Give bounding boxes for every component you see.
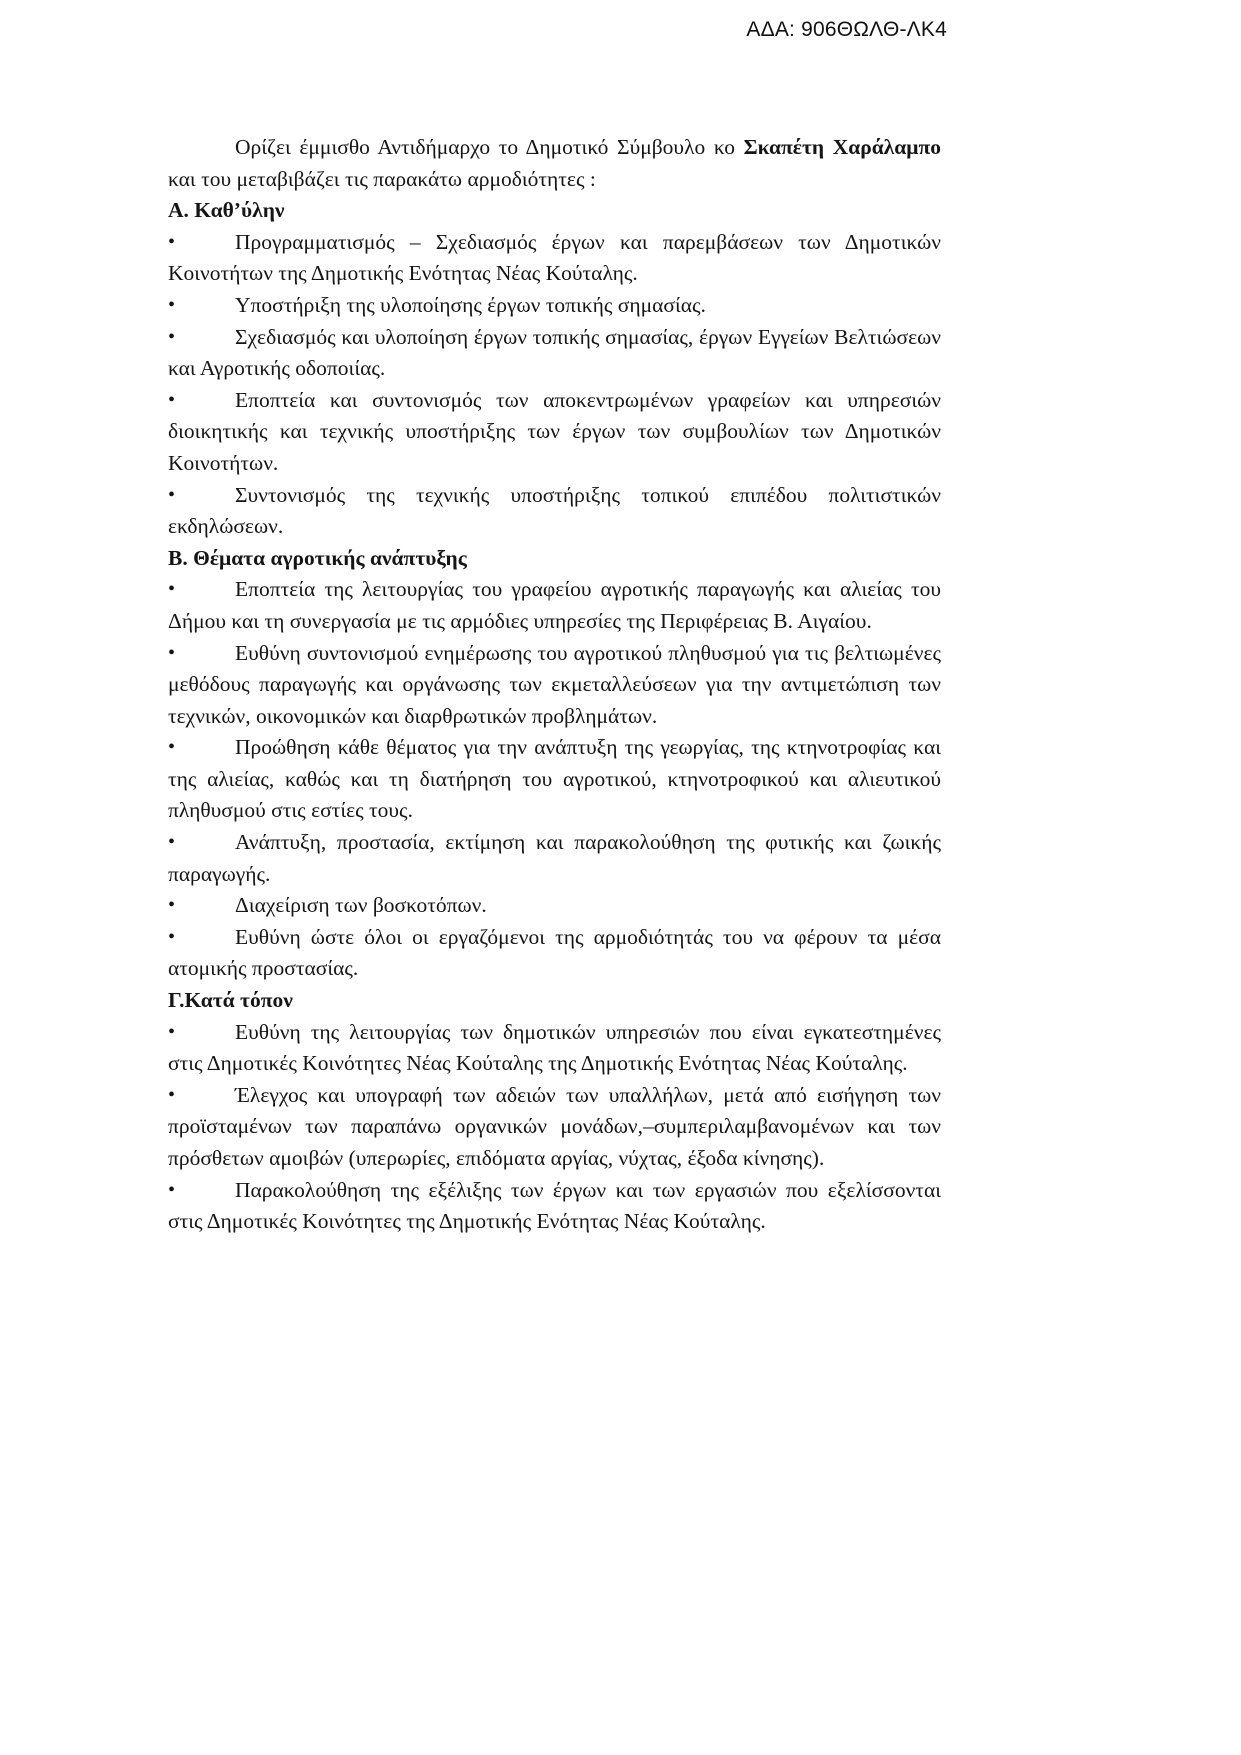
list-item-text: Προγραμματισμός – Σχεδιασμός έργων και παρεμβάσεων των Δημοτικών Κοινοτήτων της Δημοτικής Ενότητας Νέας Κούταλης. <box>168 229 941 286</box>
list-item-text: Συντονισμός της τεχνικής υποστήριξης τοπικού επιπέδου πολιτιστικών εκδηλώσεων. <box>168 482 941 539</box>
bullet-icon: • <box>168 578 176 601</box>
list-item <box>168 1080 941 1175</box>
section-heading-b: Β. Θέματα αγροτικής ανάπτυξης <box>168 545 467 570</box>
list-item <box>168 227 941 290</box>
list-item-text: Διαχείριση των βοσκοτόπων. <box>235 893 487 918</box>
list-item <box>168 732 941 827</box>
section-heading-a: Α. Καθ’ύλην <box>168 198 285 223</box>
bullet-icon: • <box>168 388 176 411</box>
section-heading-c: Γ.Κατά τόπον <box>168 988 293 1013</box>
bullet-icon: • <box>168 1020 176 1043</box>
list-item-text: Προώθηση κάθε θέματος για την ανάπτυξη της γεωργίας, της κτηνοτροφίας και της αλιείας, καθώς και τη διατήρηση του αγροτικού, κτηνοτροφικού και αλιευτικού πληθυσμού στις εστίες τους. <box>168 735 941 823</box>
list-item-text: Ανάπτυξη, προστασία, εκτίμηση και παρακολούθηση της φυτικής και ζωικής παραγωγής. <box>168 830 941 886</box>
bullet-icon: • <box>168 230 176 253</box>
document-body <box>168 132 941 1238</box>
intro-paragraph <box>168 132 941 195</box>
deputy-mayor-name: Σκαπέτη Χαράλαμπο <box>743 135 941 159</box>
list-item <box>168 322 941 385</box>
list-item-text: Ευθύνη συντονισμού ενημέρωσης του αγροτικού πληθυσμού για τις βελτιωμένες μεθόδους παραγωγής και οργάνωσης των εκμεταλλεύσεων για την αντιμετώπιση των τεχνικών, οικονομικών και διαρθρωτικών προβλημάτων. <box>168 640 941 728</box>
list-item-text: Σχεδιασμός και υλοποίηση έργων τοπικής σημασίας, έργων Εγγείων Βελτιώσεων και Αγροτικής οδοποιίας. <box>168 324 941 381</box>
list-item-text: Παρακολούθηση της εξέλιξης των έργων και των εργασιών που εξελίσσονται στις Δημοτικές Κοινότητες της Δημοτικής Ενότητας Νέας Κούταλης. <box>168 1177 941 1234</box>
list-item <box>168 1017 941 1080</box>
bullet-icon: • <box>168 483 176 506</box>
document-ada-code: ΑΔΑ: 906ΘΩΛΘ-ΛΚ4 <box>746 18 947 41</box>
list-item <box>168 1175 941 1238</box>
intro-text: Ορίζει έμμισθο Αντιδήμαρχο το Δημοτικό Σύμβουλο κο <box>235 135 744 159</box>
list-item <box>168 827 941 890</box>
list-item-text: Έλεγχος και υπογραφή των αδειών των υπαλλήλων, μετά από εισήγηση των προϊσταμένων των παραπάνω οργανικών μονάδων,–συμπεριλαμβανομένων και των πρόσθετων αμοιβών (υπερωρίες, επιδόματα αργίας, νύχτας, έξοδα κίνησης). <box>168 1082 941 1170</box>
bullet-icon: • <box>168 325 176 348</box>
list-item <box>168 290 941 322</box>
list-item-text: Εποπτεία και συντονισμός των αποκεντρωμένων γραφείων και υπηρεσιών διοικητικής και τεχνικής υποστήριξης των έργων των συμβουλίων των Δημοτικών Κοινοτήτων. <box>168 387 941 475</box>
bullet-icon: • <box>168 831 176 854</box>
list-item-text: Υποστήριξη της υλοποίησης έργων τοπικής σημασίας. <box>235 292 706 317</box>
list-item <box>168 638 941 733</box>
bullet-icon: • <box>168 293 176 316</box>
bullet-icon: • <box>168 1178 176 1201</box>
bullet-icon: • <box>168 641 176 664</box>
list-item <box>168 480 941 543</box>
list-item-text: Ευθύνη ώστε όλοι οι εργαζόμενοι της αρμοδιότητάς του να φέρουν τα μέσα ατομικής προστασίας. <box>168 924 941 981</box>
bullet-icon: • <box>168 925 176 948</box>
list-item <box>168 385 941 480</box>
bullet-icon: • <box>168 894 176 917</box>
intro-text-end: και του μεταβιβάζει τις παρακάτω αρμοδιότητες : <box>168 166 596 191</box>
bullet-icon: • <box>168 736 176 759</box>
list-item <box>168 922 941 985</box>
bullet-icon: • <box>168 1083 176 1106</box>
list-item-text: Ευθύνη της λειτουργίας των δημοτικών υπηρεσιών που είναι εγκατεστημένες στις Δημοτικές Κοινότητες Νέας Κούταλης της Δημοτικής Ενότητας Νέας Κούταλης. <box>168 1019 941 1076</box>
list-item <box>168 574 941 637</box>
list-item <box>168 890 941 922</box>
list-item-text: Εποπτεία της λειτουργίας του γραφείου αγροτικής παραγωγής και αλιείας του Δήμου και τη συνεργασία με τις αρμόδιες υπηρεσίες της Περιφέρειας Β. Αιγαίου. <box>168 577 941 633</box>
